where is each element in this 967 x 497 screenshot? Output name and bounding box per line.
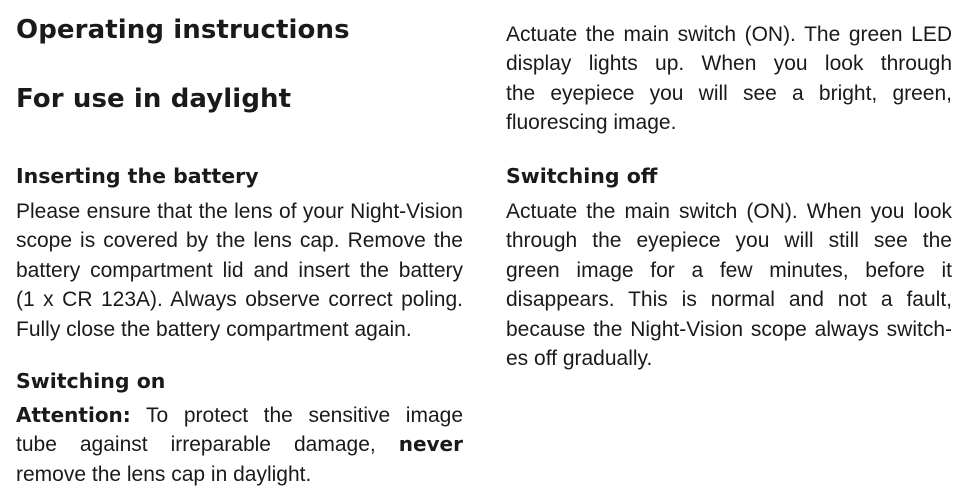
text-line: through the eyepiece you will still see the (506, 229, 952, 253)
text-line: because the Night-Vision scope always switch- (506, 317, 952, 341)
attention-label: Attention: (16, 403, 131, 427)
never-label: never (398, 432, 463, 457)
text-line: Fully close the battery compartment again. (16, 317, 412, 341)
switching-on-heading: Switching on (16, 369, 166, 393)
section-subtitle: For use in daylight (16, 84, 292, 114)
switching-on-paragraph (16, 401, 463, 489)
text-line: Please ensure that the lens of your Night-Vision (16, 200, 463, 223)
text-line: the eyepiece you will see a bright, green, (506, 81, 952, 105)
inserting-battery-paragraph (16, 197, 463, 344)
switching-off-paragraph (506, 197, 952, 373)
text-line: display lights up. When you look through (506, 52, 952, 76)
text-line: battery compartment lid and insert the battery (16, 258, 463, 282)
page-title: Operating instructions (16, 15, 350, 45)
text-line: fluorescing image. (506, 111, 677, 135)
switching-off-heading: Switching off (506, 164, 658, 188)
text-line: disappears. This is normal and not a fault, (506, 288, 952, 312)
text-line: es off gradually. (506, 347, 653, 371)
inserting-battery-heading: Inserting the battery (16, 164, 259, 188)
text-line: scope is covered by the lens cap. Remove the (16, 229, 463, 253)
text-line: green image for a few minutes, before it (506, 258, 952, 282)
text-line: (1 x CR 123A). Always observe correct poling. (16, 288, 463, 312)
text-line: Actuate the main switch (ON). When you look (506, 200, 952, 223)
attention-text: To protect the sensitive image (130, 404, 463, 427)
text-line (16, 430, 463, 459)
text-line: remove the lens cap in daylight. (16, 462, 312, 486)
text-line (16, 401, 463, 430)
switching-on-instructions (506, 20, 952, 138)
attention-text-2: tube against irreparable damage, (16, 433, 399, 457)
text-line: Actuate the main switch (ON). The green LED (506, 23, 952, 46)
